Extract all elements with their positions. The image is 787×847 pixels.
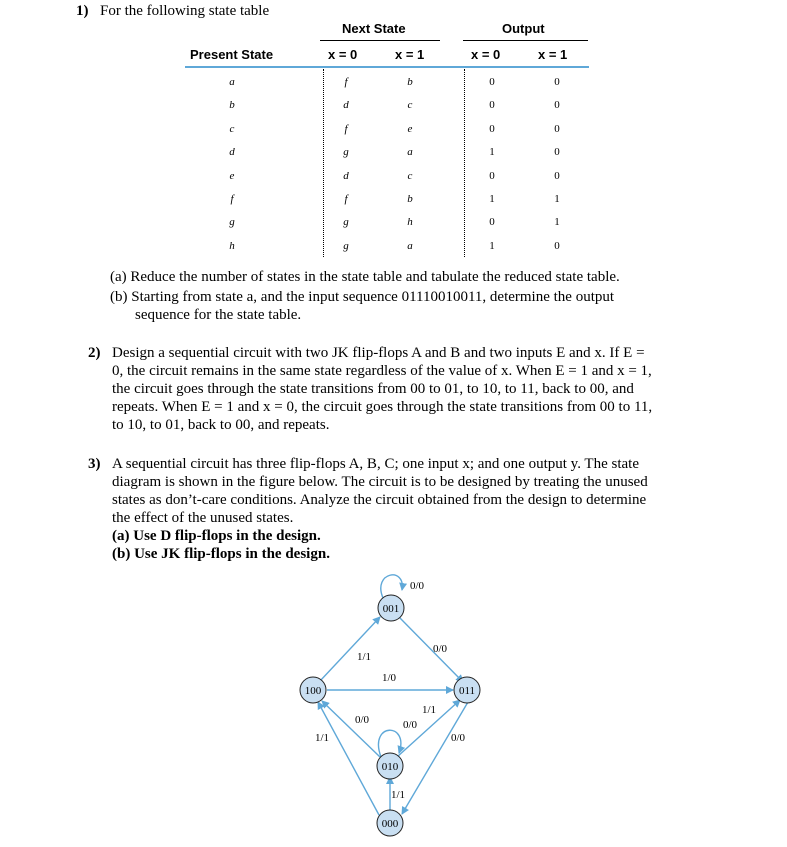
- label-000-100: 1/1: [315, 732, 330, 744]
- cell-present-state: b: [229, 99, 235, 112]
- cell-output-x0: 1: [489, 193, 495, 205]
- cell-next-x0: g: [343, 216, 349, 229]
- edge-010-100: [322, 701, 380, 757]
- cell-output-x0: 0: [489, 216, 495, 229]
- label-010-100: 0/0: [355, 714, 370, 726]
- cell-output-x1: 1: [554, 216, 560, 229]
- state-001-label: 001: [382, 603, 400, 615]
- next-x1-header: x = 1: [395, 47, 425, 62]
- q3-line-4: the effect of the unused states.: [112, 510, 294, 526]
- cell-next-x1: h: [407, 216, 413, 229]
- out-x1-header: x = 1: [538, 47, 568, 62]
- cell-next-x1: b: [407, 193, 413, 205]
- cell-next-x1: e: [407, 122, 413, 135]
- output-header: Output: [502, 21, 545, 36]
- state-000-label: 000: [381, 818, 399, 830]
- label-011-000: 0/0: [451, 732, 466, 744]
- cell-output-x1: 0: [554, 169, 560, 182]
- q2-line-4: repeats. When E = 1 and x = 0, the circuit goes through the state transitions from 00 to 11,: [112, 399, 653, 415]
- state-001: [378, 595, 404, 621]
- q3-part-b: (b) Use JK flip-flops in the design.: [112, 546, 330, 562]
- label-100-001: 1/1: [357, 651, 372, 663]
- q1-part-b-line2: sequence for the state table.: [135, 307, 302, 323]
- cell-next-x1: c: [407, 169, 413, 182]
- label-000-010: 1/1: [391, 789, 406, 801]
- present-state-header: Present State: [190, 47, 274, 62]
- cell-output-x1: 0: [554, 99, 560, 112]
- cell-next-x0: g: [343, 239, 349, 252]
- next-state-header: Next State: [342, 21, 406, 36]
- cell-output-x0: 1: [489, 239, 495, 252]
- cell-output-x1: 0: [554, 239, 560, 252]
- cell-next-x1: a: [407, 146, 413, 159]
- q2-line-5: to 10, to 01, back to 00, and repeats.: [112, 417, 330, 433]
- cell-present-state: c: [229, 122, 235, 135]
- cell-present-state: f: [230, 193, 234, 205]
- state-100-label: 100: [304, 685, 322, 697]
- cell-next-x1: c: [407, 99, 413, 112]
- cell-output-x0: 1: [489, 146, 495, 159]
- cell-next-x1: a: [407, 239, 413, 252]
- cell-next-x0: d: [343, 169, 349, 182]
- q3-line-3: states as don’t-care conditions. Analyze the circuit obtained from the design to determine: [112, 492, 647, 508]
- cell-present-state: h: [229, 239, 235, 252]
- cell-output-x1: 0: [554, 76, 560, 88]
- label-self-010: 0/0: [403, 719, 418, 731]
- cell-output-x0: 0: [489, 169, 495, 182]
- cell-output-x1: 0: [554, 122, 560, 135]
- state-010-label: 010: [381, 761, 399, 773]
- state-011: [454, 677, 480, 703]
- cell-output-x0: 0: [489, 99, 495, 112]
- state-100: [300, 677, 326, 703]
- cell-next-x1: b: [407, 76, 413, 88]
- cell-next-x0: f: [344, 122, 348, 135]
- q3-part-a: (a) Use D flip-flops in the design.: [112, 528, 321, 544]
- q3-line-1: A sequential circuit has three flip-flops A, B, C; one input x; and one output y. The state: [112, 456, 639, 472]
- question-2-number: 2): [88, 345, 101, 361]
- q1-part-b-line1: (b) Starting from state a, and the input sequence 01110010011, determine the output: [110, 289, 615, 305]
- question-1-intro: For the following state table: [100, 3, 270, 19]
- cell-present-state: g: [229, 216, 235, 229]
- state-000: [377, 810, 403, 836]
- q1-part-a: (a) Reduce the number of states in the state table and tabulate the reduced state table.: [110, 269, 620, 285]
- q3-line-2: diagram is shown in the figure below. The circuit is to be designed by treating the unused: [112, 474, 648, 490]
- cell-next-x0: d: [343, 99, 349, 112]
- next-x0-header: x = 0: [328, 47, 358, 62]
- cell-next-x0: f: [344, 193, 348, 205]
- cell-output-x0: 0: [489, 122, 495, 135]
- cell-present-state: d: [229, 146, 235, 159]
- question-1-number: 1): [76, 3, 89, 19]
- cell-output-x1: 0: [554, 146, 560, 159]
- cell-present-state: e: [229, 169, 235, 182]
- cell-output-x1: 1: [554, 193, 560, 205]
- q2-line-3: the circuit goes through the state transitions from 00 to 01, to 10, to 11, back to 00, and: [112, 381, 634, 397]
- state-011-label: 011: [458, 685, 476, 697]
- state-010: [377, 753, 403, 779]
- label-001-011: 0/0: [433, 643, 448, 655]
- label-010-011: 1/1: [422, 704, 437, 716]
- q2-line-2: 0, the circuit remains in the same state regardless of the value of x. When E = 1 and x = 1,: [112, 363, 652, 379]
- cell-next-x0: g: [343, 146, 349, 159]
- edge-100-001: [320, 617, 380, 681]
- out-x0-header: x = 0: [471, 47, 501, 62]
- cell-output-x0: 0: [489, 76, 495, 88]
- question-3-number: 3): [88, 456, 101, 472]
- q2-line-1: Design a sequential circuit with two JK flip-flops A and B and two inputs E and x. If E =: [112, 345, 645, 361]
- label-100-011: 1/0: [382, 672, 397, 684]
- cell-present-state: a: [229, 76, 235, 88]
- edge-000-100: [318, 702, 379, 815]
- cell-next-x0: f: [344, 76, 348, 88]
- edge-001-011: [399, 617, 463, 682]
- label-self-001: 0/0: [410, 580, 425, 592]
